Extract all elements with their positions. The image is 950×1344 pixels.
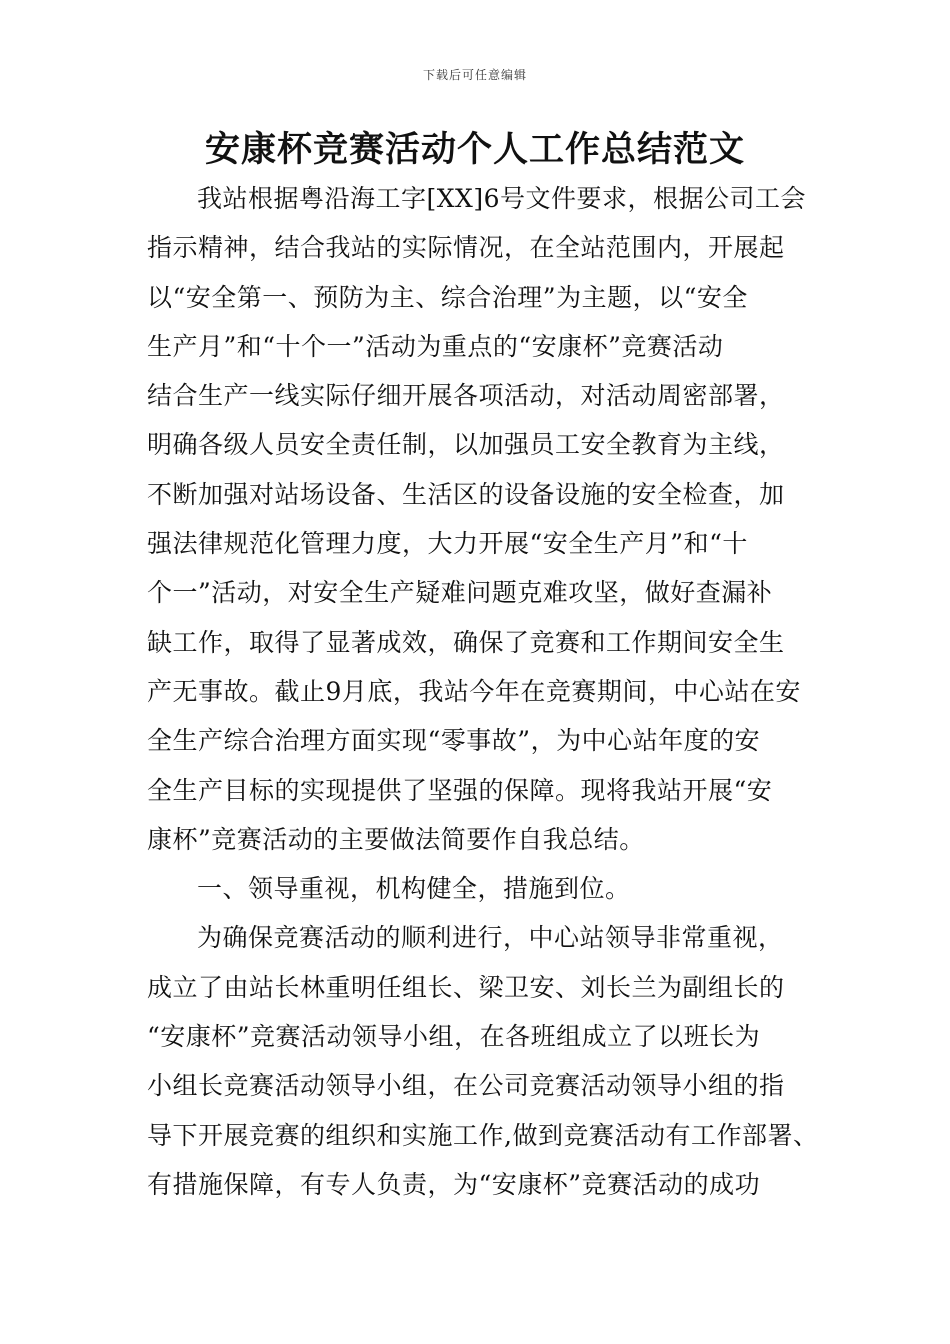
paragraph-line: 康杯”竞赛活动的主要做法简要作自我总结。 [147,824,645,854]
paragraph-line: 不断加强对站场设备、生活区的设备设施的安全检查，加 [147,479,785,509]
paragraph-line: 结合生产一线实际仔细开展各项活动，对活动周密部署， [147,381,785,411]
header-note: 下载后可任意编辑 [422,68,527,82]
paragraph-line: 以“安全第一、预防为主、综合治理”为主题，以“安全 [147,282,748,312]
paragraph-line: 生产月”和“十个一”活动为重点的“安康杯”竞赛活动 [147,331,724,361]
paragraph-line: 我站根据粤沿海工字[XX]6号文件要求，根据公司工会 [197,184,807,213]
section-heading: 一、领导重视，机构健全，措施到位。 [197,874,631,904]
paragraph-line: 指示精神，结合我站的实际情况，在全站范围内，开展起 [147,233,785,263]
document-title: 安康杯竞赛活动个人工作总结范文 [204,130,745,170]
paragraph-line: 强法律规范化管理力度，大力开展“安全生产月”和“十 [147,529,748,559]
paragraph-line: 产无事故。截止9月底，我站今年在竞赛期间，中心站在安 [147,676,801,706]
paragraph-line: 缺工作，取得了显著成效，确保了竞赛和工作期间安全生 [147,627,785,657]
paragraph-line: 有措施保障，有专人负责，为“安康杯”竞赛活动的成功 [147,1169,761,1199]
paragraph-line: 小组长竞赛活动领导小组，在公司竞赛活动领导小组的指 [147,1071,785,1101]
paragraph-line: “安康杯”竞赛活动领导小组，在各班组成立了以班长为 [147,1022,761,1052]
body-text [147,174,827,1209]
paragraph-line: 成立了由站长林重明任组长、梁卫安、刘长兰为副组长的 [147,972,785,1002]
paragraph-line: 导下开展竞赛的组织和实施工作,做到竞赛活动有工作部署、 [147,1120,819,1150]
paragraph-line: 个一”活动，对安全生产疑难问题克难攻坚，做好查漏补 [147,578,773,608]
paragraph-line: 全生产综合治理方面实现“零事故”，为中心站年度的安 [147,726,761,756]
paragraph-line: 全生产目标的实现提供了坚强的保障。现将我站开展“安 [147,775,773,805]
paragraph-line: 明确各级人员安全责任制，以加强员工安全教育为主线， [147,430,785,460]
paragraph-line: 为确保竞赛活动的顺利进行，中心站领导非常重视， [197,923,784,953]
